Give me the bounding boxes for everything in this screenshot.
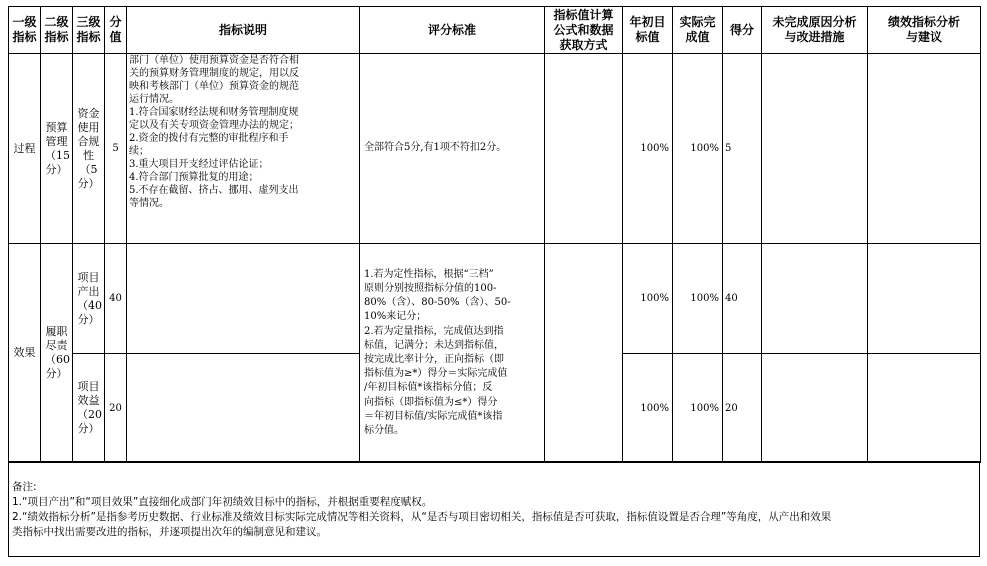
process-analysis-cell <box>868 54 981 244</box>
process-level1-cell: 过程 <box>9 54 41 244</box>
effect-formula-cell <box>545 244 623 463</box>
notes-item: 2.“绩效指标分析”是指参考历史数据、行业标准及绩效目标实际完成情况等相关资料，从“是否与项目密切相关，指标值是否可获取，指标值设置是否合理”等角度，从产出和效果 <box>12 511 832 523</box>
notes-item: 1.“项目产出”和“项目效果”直接细化成部门年初绩效目标中的指标，并根据重要程度赋权。 <box>12 496 433 508</box>
notes-title: 备注: <box>12 481 37 493</box>
process-target-cell: 100% <box>623 54 673 244</box>
output-analysis-cell <box>868 244 981 354</box>
table-row <box>9 244 981 354</box>
process-level2-cell: 预算管理（15分） <box>41 54 73 244</box>
process-formula-cell <box>545 54 623 244</box>
header-analysis: 绩效指标分析 与建议 <box>868 7 981 54</box>
header-description: 指标说明 <box>127 7 360 54</box>
header-criteria: 评分标准 <box>360 7 545 54</box>
process-actual-cell: 100% <box>673 54 723 244</box>
process-score-cell: 5 <box>723 54 762 244</box>
benefit-actual-cell: 100% <box>673 354 723 463</box>
process-criteria-cell: 全部符合5分,有1项不符扣2分。 <box>360 54 545 244</box>
header-actual: 实际完 成值 <box>673 7 723 54</box>
effect-criteria-cell: 1.若为定性指标，根据“三档” 原则分别按照指标分值的100- 80%（含）、80-50%（含）、50- 10%来记分； 2.若为定量指标，完成值达到指 标值，记满分；未达到指标值， 按完成比率计分，正向指标（即 指标值为≥*）得分＝实际完成值 /年初目标值*该指标分值；反 向指标（即指标值为≤*）得分 ＝年初目标值/实际完成值*该指 标分值。 <box>360 244 545 463</box>
output-description-cell <box>127 244 360 354</box>
output-points-cell: 40 <box>105 244 127 354</box>
output-reason-cell <box>762 244 868 354</box>
output-level3-cell: 项目产出（40分） <box>73 244 105 354</box>
performance-table <box>8 6 981 463</box>
benefit-description-cell <box>127 354 360 463</box>
process-points-cell: 5 <box>105 54 127 244</box>
table-row <box>9 54 981 244</box>
process-description-cell: 部门（单位）使用预算资金是否符合相 关的预算财务管理制度的规定，用以反 映和考核部门（单位）预算资金的规范 运行情况。 1.符合国家财经法规和财务管理制度规 定以及有关专项资金管理办法的规定； 2.资金的拨付有完整的审批程序和手 续； 3.重大项目开支经过评估论证； 4.符合部门预算批复的用途； 5.不存在截留、挤占、挪用、虚列支出 等情况。 <box>127 54 360 244</box>
benefit-score-cell: 20 <box>723 354 762 463</box>
header-score: 得分 <box>723 7 762 54</box>
notes-box <box>8 461 980 557</box>
header-level2: 二级 指标 <box>41 7 73 54</box>
process-reason-cell <box>762 54 868 244</box>
header-level1: 一级 指标 <box>9 7 41 54</box>
notes-spacer <box>9 462 979 480</box>
output-target-cell: 100% <box>623 244 673 354</box>
notes-item: 类指标中找出需要改进的指标，并逐项提出次年的编制意见和建议。 <box>12 526 327 538</box>
header-level3: 三级 指标 <box>73 7 105 54</box>
header-row <box>9 7 981 54</box>
output-actual-cell: 100% <box>673 244 723 354</box>
header-formula: 指标值计算 公式和数据 获取方式 <box>545 7 623 54</box>
benefit-reason-cell <box>762 354 868 463</box>
benefit-level3-cell: 项目效益（20分） <box>73 354 105 463</box>
header-reason: 未完成原因分析 与改进措施 <box>762 7 868 54</box>
performance-evaluation-sheet <box>8 6 980 463</box>
process-level3-cell: 资金使用合规性（5分） <box>73 54 105 244</box>
output-score-cell: 40 <box>723 244 762 354</box>
benefit-analysis-cell <box>868 354 981 463</box>
header-target: 年初目 标值 <box>623 7 673 54</box>
benefit-target-cell: 100% <box>623 354 673 463</box>
effect-level2-cell: 履职尽责（60分） <box>41 244 73 463</box>
header-score-value: 分 值 <box>105 7 127 54</box>
effect-level1-cell: 效果 <box>9 244 41 463</box>
benefit-points-cell: 20 <box>105 354 127 463</box>
